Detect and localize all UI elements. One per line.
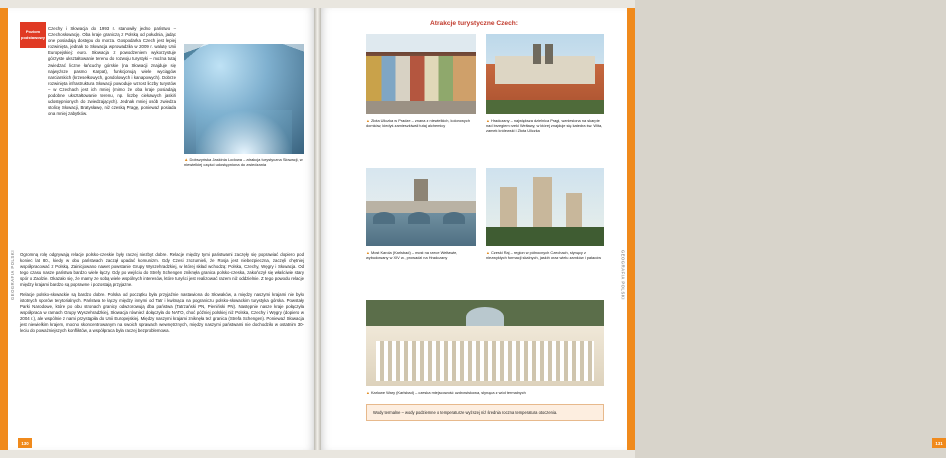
page-left	[8, 8, 314, 450]
caption-karlowe-wary: ▲ Karlowe Wary (Karlsbad) – czeska miejscowość uzdrowiskowa, słynąca z wód termalnych	[366, 390, 526, 395]
figure-dobszynska-jaskinia-lodowa	[184, 44, 304, 154]
photo-hradczany	[486, 34, 604, 114]
page-edge-tab-left	[0, 8, 8, 450]
side-tab-label-right: GEOGRAFIA POLSKI	[620, 250, 626, 300]
triangle-bullet-icon: ▲	[366, 390, 370, 395]
paragraph-text: Czechy i Słowacja do 1993 r. stanowiły jedno państwo – Czechosłowację. Oba kraje graniczą z Polską od południa, jadąc one posiadają dostępu do morza. Gospodarka Czech jest lepiej rozwinięta, jednak to Słowacja wprowadziła w 2009 r. walutę Unii Europejskiej: euro. Słowacja z powodzeniem wykorzystuje górzyste ukształtowanie terenu do rozwoju turystyki – można tutaj zwiedzać liczne łańcuchy górskie (na Słowacji znajduje się najwyższe pasmo Karpat), funkcjonują wiele wyciągów narciarskich (krzesełkowych, gondolowych i kanapowych). Dobrze rozwinięta infrastruktura Słowacji powoduje wzrost liczby turystów – w Czechach jest ich mniej (mimo że oba kraje posiadają podobne ukształtowanie terenu, np. liczbę ciekawych jaskiń udostępnionych do zwiedzających). Jednak mniej osób zwiedza stolicę Słowacji, Bratysławę, niż czeską Pragę, ponieważ posiada ona mniej zabytków.	[48, 26, 176, 117]
triangle-bullet-icon: ▲	[486, 250, 490, 255]
triangle-bullet-icon: ▲	[486, 118, 490, 123]
infobox-wody-termalne: Wody termalne – wody podziemne o temperaturze wyższej niż średnia roczna temperatura otoczenia.	[366, 404, 604, 421]
page-number-right: 131	[932, 438, 946, 448]
caption-hradczany: ▲ Hradczany – największa dzielnica Pragi, wzniesiona na skarpie nad brzegiem rzeki Wełtawy, w której znajduje się katedra św. Wita, zamek królewski i Złota Uliczka	[486, 118, 603, 133]
photo-zlota-uliczka	[366, 34, 476, 114]
triangle-bullet-icon: ▲	[366, 118, 370, 123]
left-column-body	[20, 252, 304, 337]
cave-photo	[184, 44, 304, 154]
paragraph-text: Relacje polsko-słowackie są bardzo dobre. Polska od początku była przyjaźnie nastawiona do Słowaków, a między naszymi krajami nie było istotnych sporów terytorialnych. Państwa te łączy między innymi od Tatr i kwitnąca na pograniczu polsko-słowackim turystyka górska. Powstały Parki Narodowe, które po obu stronach granicy odwzorowują dba państwa (Tatrzański PN, Pieniński PN). Następnie nasze kraje połączyła współpraca w ramach Grupy Wyszehradzkiej, Słowacja również dołączyła do NATO, choć później polskiej niż Polska, Czechy i Węgry (dopiero w 2004 r.), ale wspólnie z nami przystąpiła do Unii Europejskiej. Między naszymi krajami zniknęła też granica (Strefa Schengen). Ponieważ Słowacja jest niewielkim krajem, mocno skoncentrowanym na swoich sprawach wewnętrznych, między naszymi państwami nie dochodziło w ostatnim 30-leciu do poważniejszych konfliktów, a współpraca była raczej bezproblemowa.	[20, 291, 304, 334]
left-column-paragraph-1	[48, 26, 176, 120]
caption-most-karola: ▲ Most Karola (Karlsbad) – most na rzece Wełtawie, wybudowany w XIV w., prowadzi na Hradczany	[366, 250, 458, 260]
page-number-left: 130	[18, 438, 32, 448]
triangle-bullet-icon: ▲	[184, 157, 189, 162]
paragraph-text: Ogromną rolę odgrywają relacje polsko-czeskie były raczej niezbyt dobre. Relacje między tymi państwami zaczęły się poprawiać dopiero pod koniec lat 80., kiedy w obu państwach zaczął upadać komunizm. Gdy Czesi zrozumieli, że Rosja jest niebezpieczna, zaczęli chętniej współpracować z Polską. Zainicjowano nawet powstanie Grupy Wyszehradzkiej, w której skład wchodzą: Polska, Czechy, Węgry i Słowacja. Od tego czasu nasze państwa bardzo wiele łączy. Gdy po wejściu do Strefy Schengen zniknęła granica polsko-czeska, zakończył się właściwie stary spór o Zaolzie. Okazało się, że mamy ze sobą wiele wspólnych interesów, które turyści jest realizować razem niż oddzielnie. Z tego powodu relacje między krajami bardzo są poprawne i pozostają przyjazne.	[20, 252, 304, 288]
triangle-bullet-icon: ▲	[366, 250, 370, 255]
side-tab-label-left: GEOGRAFIA POLSKI	[9, 250, 15, 300]
figure-caption-dobszynska: ▲ Dobszyńska Jaskinia Lodowa – atrakcja turystyczna Słowacji, w niewielkiej części udostępniona do zwiedzania	[184, 157, 303, 168]
page-edge-tab-right	[627, 8, 635, 450]
publisher-logo: Poziom podstawowy	[20, 22, 46, 48]
photo-karlowe-wary	[366, 300, 604, 386]
book-gutter	[314, 8, 321, 450]
caption-czeski-raj: ▲ Czeski Raj – region w północnych Czechach, słynący z niezwykłych formacji skalnych, jaskiń oraz wielu zamków i pałaców	[486, 250, 602, 260]
caption-zlota-uliczka: ▲ Złota Uliczka w Pradze – znana z niewielkich, kolorowych domków, kiedyś zamieszkiwali tutaj alchemicy	[366, 118, 470, 128]
photo-most-karola	[366, 168, 476, 246]
right-page-title: Atrakcje turystyczne Czech:	[430, 20, 518, 27]
photo-czeski-raj	[486, 168, 604, 246]
